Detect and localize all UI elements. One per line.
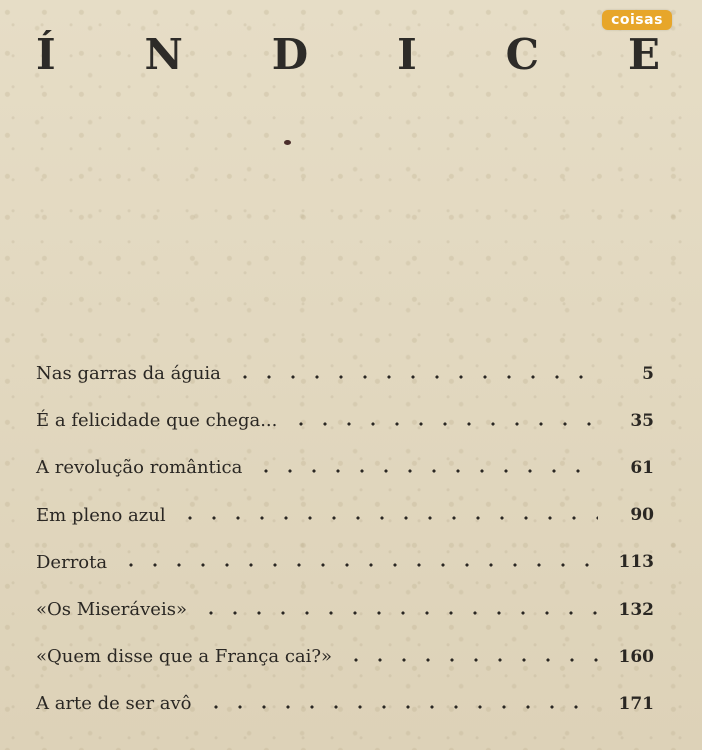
dot-leader <box>113 555 598 575</box>
toc-entry <box>36 586 654 633</box>
toc-entry-title: Em pleno azul <box>36 504 166 526</box>
toc-entry-page: 90 <box>630 505 654 526</box>
toc-entry-title: «Os Miseráveis» <box>36 599 187 621</box>
ink-speck <box>284 140 291 145</box>
toc-entry <box>36 444 654 491</box>
title-letter: N <box>144 30 183 79</box>
toc-entry-page: 160 <box>618 646 654 667</box>
title-letter: C <box>505 30 540 79</box>
dot-leader <box>338 650 598 670</box>
toc-entry <box>36 680 654 727</box>
toc-entry-page: 171 <box>618 693 654 714</box>
toc-entry-title: «Quem disse que a França cai?» <box>36 646 333 668</box>
title-letter: D <box>271 30 309 79</box>
dot-leader <box>283 414 598 434</box>
table-of-contents <box>36 350 654 728</box>
page-title <box>36 30 660 80</box>
toc-entry-page: 5 <box>642 363 654 384</box>
toc-entry <box>36 539 654 586</box>
dot-leader <box>172 508 598 528</box>
toc-entry <box>36 492 654 539</box>
dot-leader <box>198 697 598 717</box>
dot-leader <box>227 367 598 387</box>
title-letter: E <box>627 30 660 79</box>
toc-entry-title: Derrota <box>36 551 108 573</box>
toc-entry-page: 132 <box>618 599 654 620</box>
toc-entry-page: 113 <box>618 552 654 573</box>
toc-entry <box>36 633 654 680</box>
toc-entry-title: Nas garras da águia <box>36 363 221 385</box>
toc-entry-title: A revolução romântica <box>36 457 243 479</box>
toc-entry <box>36 350 654 397</box>
toc-entry-title: A arte de ser avô <box>36 693 192 715</box>
dot-leader <box>193 603 598 623</box>
dot-leader <box>248 461 598 481</box>
toc-entry-title: É a felicidade que chega... <box>36 410 278 432</box>
title-letter: I <box>397 30 417 79</box>
title-letter: Í <box>36 30 56 79</box>
toc-entry <box>36 397 654 444</box>
watermark-badge: coisas <box>602 10 672 30</box>
toc-entry-page: 61 <box>630 457 654 478</box>
toc-entry-page: 35 <box>630 410 654 431</box>
